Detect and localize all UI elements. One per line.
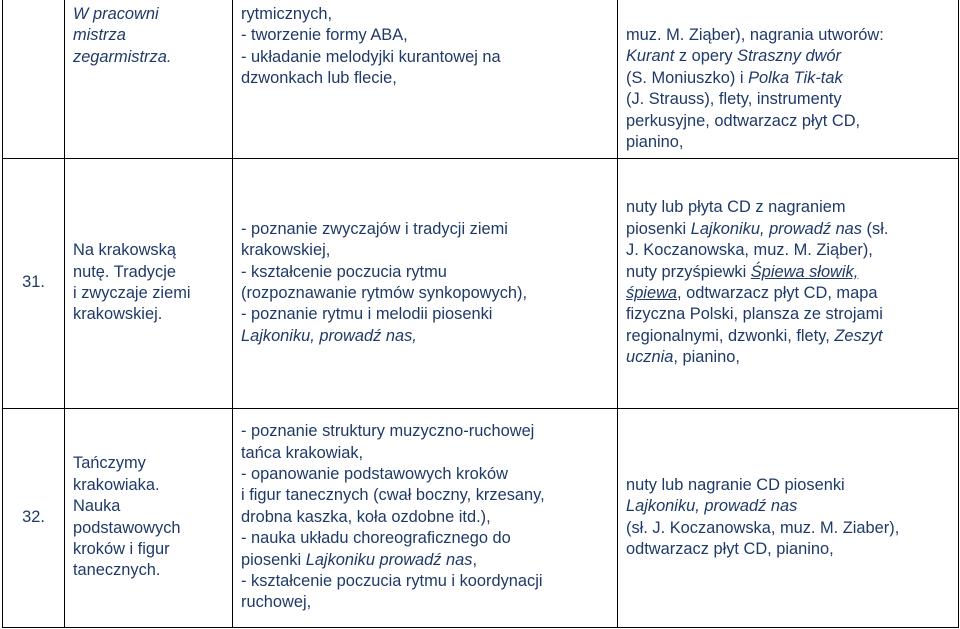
materials-line: odtwarzacz płyt CD, pianino,: [626, 539, 834, 558]
materials-line: J. Koczanowska, muz. M. Ziąber),: [626, 241, 873, 260]
goals-line: - poznanie rytmu i melodii piosenki: [241, 305, 493, 324]
topic-line: kroków i figur: [73, 539, 170, 558]
topic-line: zegarmistrza.: [73, 47, 172, 66]
materials-line: (J. Strauss), flety, instrumenty: [626, 90, 842, 109]
materials-line: nuty przyśpiewki Śpiewa słowik,: [626, 262, 859, 281]
materials-line: nuty lub nagranie CD piosenki: [626, 475, 845, 494]
materials-line: (sł. J. Koczanowska, muz. M. Ziaber),: [626, 518, 900, 537]
lesson-topic-cell: [65, 0, 233, 158]
goals-line: - opanowanie podstawowych kroków: [241, 464, 508, 483]
lesson-number-cell: 31.: [3, 158, 65, 408]
lesson-materials-cell: [618, 0, 959, 158]
topic-line: Nauka: [73, 497, 121, 516]
materials-line: piosenki Lajkoniku, prowadź nas (sł.: [626, 219, 889, 238]
lesson-materials-cell: [618, 408, 959, 627]
materials-line: perkusyjne, odtwarzacz płyt CD,: [626, 111, 861, 130]
goals-line: dzwonkach lub flecie,: [241, 69, 397, 88]
topic-line: krakowskiej.: [73, 305, 163, 324]
materials-line: Kurant z opery Straszny dwór: [626, 47, 841, 66]
materials-line: regionalnymi, dzwonki, flety, Zeszyt: [626, 326, 883, 345]
topic-line: tanecznych.: [73, 561, 161, 580]
lesson-topic-cell: [65, 408, 233, 627]
goals-line: - poznanie zwyczajów i tradycji ziemi: [241, 219, 508, 238]
materials-line: śpiewa, odtwarzacz płyt CD, mapa: [626, 284, 878, 302]
goals-line: - tworzenie formy ABA,: [241, 26, 408, 45]
topic-line: Na krakowską: [73, 241, 176, 260]
goals-line: drobna kaszka, koła ozdobne itd.),: [241, 507, 491, 526]
table-row: [3, 158, 959, 408]
lesson-goals-cell: [233, 0, 618, 158]
lesson-number-cell: [3, 0, 65, 158]
lesson-materials-cell: [618, 158, 959, 408]
goals-line: piosenki Lajkoniku prowadź nas,: [241, 550, 478, 569]
topic-line: podstawowych: [73, 518, 181, 537]
materials-line: muz. M. Ziąber), nagrania utworów:: [626, 26, 884, 44]
materials-line: pianino,: [626, 133, 684, 152]
goals-line: rytmicznych,: [241, 5, 333, 23]
goals-line: - kształcenie poczucia rytmu i koordynacji: [241, 572, 543, 591]
goals-line: - kształcenie poczucia rytmu: [241, 262, 447, 281]
lesson-goals-cell: [233, 408, 618, 627]
topic-line: W pracowni: [73, 5, 159, 23]
lesson-plan-table: [2, 0, 959, 628]
goals-line: tańca krakowiak,: [241, 443, 364, 462]
lesson-number-cell: 32.: [3, 408, 65, 627]
table-row: [3, 408, 959, 627]
materials-line: (S. Moniuszko) i Polka Tik-tak: [626, 68, 843, 87]
materials-line: Lajkoniku, prowadź nas: [626, 497, 798, 516]
topic-line: krakowiaka.: [73, 475, 160, 494]
topic-line: nutę. Tradycje: [73, 262, 176, 281]
goals-line: (rozpoznawanie rytmów synkopowych),: [241, 284, 528, 302]
materials-line: fizyczna Polski, plansza ze strojami: [626, 305, 883, 324]
goals-line: i figur tanecznych (cwał boczny, krzesany,: [241, 486, 545, 505]
goals-line: - poznanie struktury muzyczno-ruchowej: [241, 422, 535, 441]
goals-line: - układanie melodyjki kurantowej na: [241, 47, 501, 66]
goals-line: - nauka układu choreograficznego do: [241, 529, 511, 548]
topic-line: i zwyczaje ziemi: [73, 284, 191, 302]
materials-line: ucznia, pianino,: [626, 348, 740, 367]
table-row: [3, 0, 959, 158]
topic-line: mistrza: [73, 26, 126, 45]
lesson-goals-cell: [233, 158, 618, 408]
materials-line: nuty lub płyta CD z nagraniem: [626, 198, 846, 217]
goals-line: Lajkoniku, prowadź nas,: [241, 326, 417, 345]
lesson-topic-cell: [65, 158, 233, 408]
topic-line: Tańczymy: [73, 454, 146, 473]
goals-line: krakowskiej,: [241, 241, 331, 260]
goals-line: ruchowej,: [241, 593, 312, 612]
